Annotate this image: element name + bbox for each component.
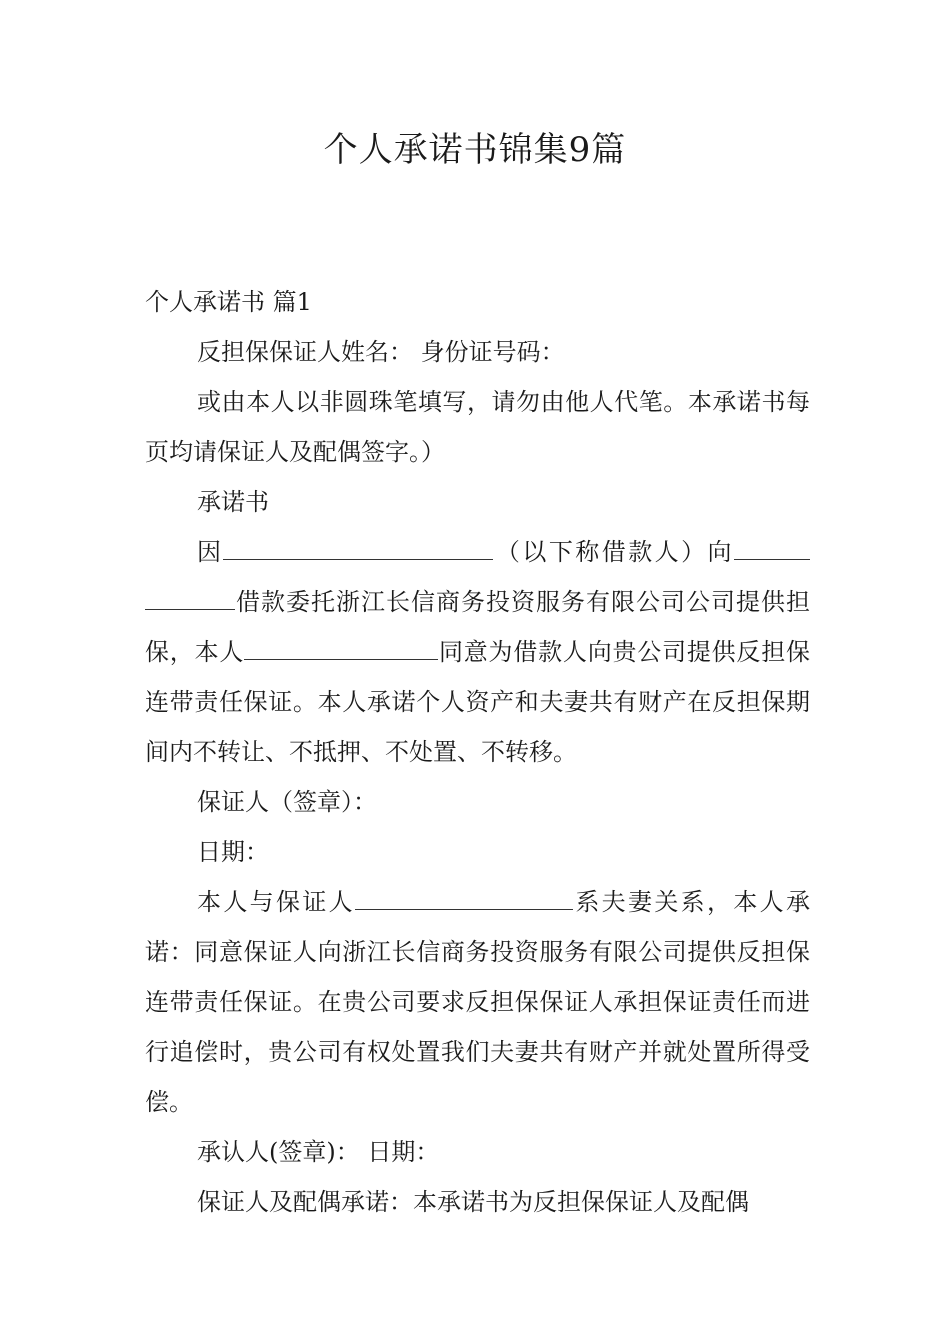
guarantor-spouse-blank	[355, 889, 573, 910]
guarantee-text-start: 因	[197, 538, 224, 566]
document-body	[145, 277, 810, 1227]
spouse-text-start: 本人与保证人	[197, 888, 355, 916]
spouse-consent-paragraph	[145, 877, 810, 1127]
guarantee-text-borrower: （以下称借款人）向	[493, 538, 735, 566]
lender-name-blank-1	[734, 539, 810, 560]
guarantor-spouse-commitment: 保证人及配偶承诺：本承诺书为反担保保证人及配偶	[197, 1188, 749, 1216]
date-line: 日期：	[197, 838, 269, 866]
section-heading: 个人承诺书 篇1	[145, 288, 312, 316]
borrower-name-blank	[223, 539, 493, 560]
instruction-paragraph: 或由本人以非圆珠笔填写，请勿由他人代笔。本承诺书每页均请保证人及配偶签字。）	[145, 388, 810, 466]
guarantor-name-blank	[244, 639, 438, 660]
acknowledger-signature-line: 承认人(签章)： 日期：	[197, 1138, 440, 1166]
commitment-heading: 承诺书	[197, 488, 269, 516]
guarantor-name-id-line: 反担保保证人姓名： 身份证号码：	[197, 338, 565, 366]
guarantee-text-end: 同意为借款人向贵公司提供反担保连带责任保证。本人承诺个人资产和夫妻共有财产在反担保期间内不转让、不抵押、不处置、不转移。	[145, 638, 811, 766]
guarantee-text-entrust: 借款委托浙江长信商务投资服务有限公司公司提供担保，本人	[145, 588, 810, 666]
guarantor-signature-line: 保证人（签章）：	[197, 788, 377, 816]
document-title: 个人承诺书锦集9篇	[323, 130, 627, 170]
lender-name-blank-2	[145, 589, 235, 610]
spouse-text-end: 系夫妻关系，本人承诺：同意保证人向浙江长信商务投资服务有限公司提供反担保连带责任保证。在贵公司要求反担保保证人承担保证责任而进行追偿时，贵公司有权处置我们夫妻共有财产并就处置所得受偿。	[145, 888, 810, 1116]
guarantee-paragraph	[145, 527, 810, 777]
